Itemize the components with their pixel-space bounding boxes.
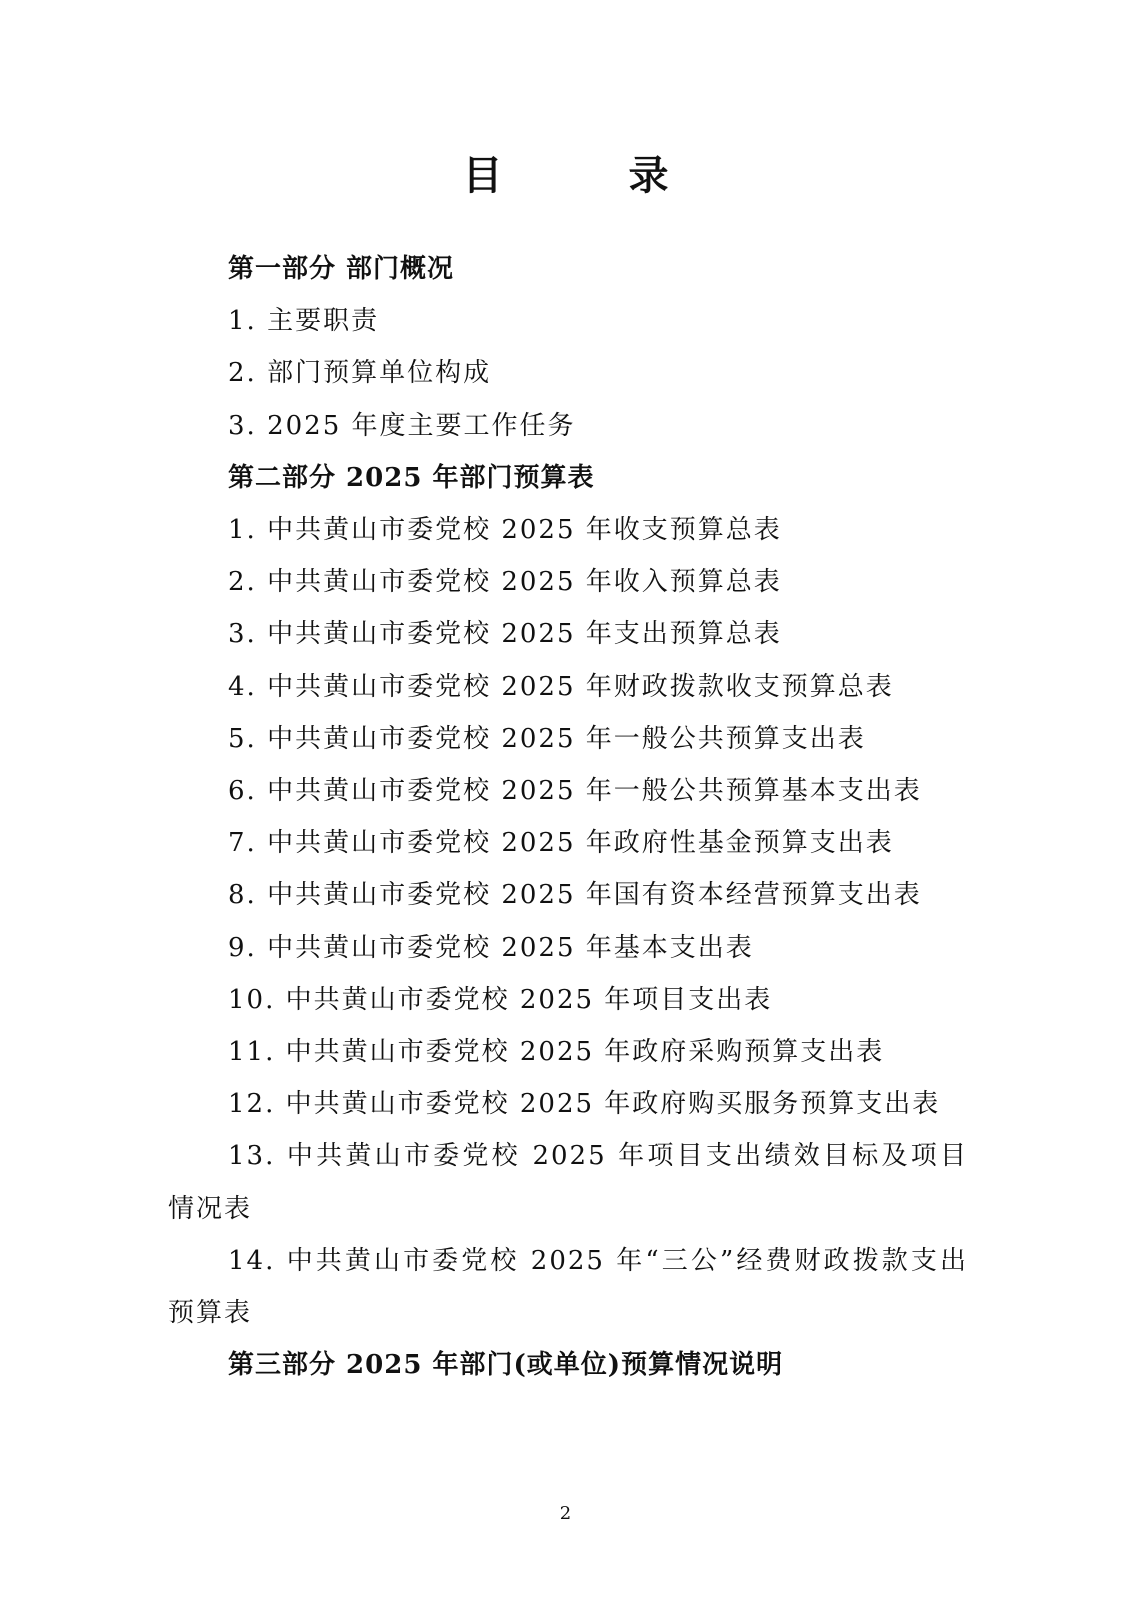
toc-item: 13. 中共黄山市委党校 2025 年项目支出绩效目标及项目情况表 (168, 1141, 968, 1224)
table-of-contents (168, 243, 968, 1391)
toc-item: 10. 中共黄山市委党校 2025 年项目支出表 (228, 984, 773, 1015)
toc-item: 4. 中共黄山市委党校 2025 年财政拨款收支预算总表 (228, 671, 894, 702)
page-number: 2 (559, 1503, 572, 1524)
toc-item: 6. 中共黄山市委党校 2025 年一般公共预算基本支出表 (228, 776, 922, 807)
toc-item: 12. 中共黄山市委党校 2025 年政府购买服务预算支出表 (228, 1089, 941, 1120)
page-title: 目 录 (462, 152, 725, 199)
toc-item: 11. 中共黄山市委党校 2025 年政府采购预算支出表 (228, 1037, 885, 1068)
toc-part-heading: 第三部分 2025 年部门(或单位)预算情况说明 (228, 1350, 784, 1381)
toc-item: 3. 2025 年度主要工作任务 (228, 410, 576, 441)
toc-part-heading: 第二部分 2025 年部门预算表 (228, 462, 595, 493)
toc-item: 5. 中共黄山市委党校 2025 年一般公共预算支出表 (228, 723, 866, 754)
toc-item: 2. 部门预算单位构成 (228, 358, 492, 389)
toc-item: 14. 中共黄山市委党校 2025 年“三公”经费财政拨款支出预算表 (168, 1245, 968, 1329)
toc-item: 9. 中共黄山市委党校 2025 年基本支出表 (228, 932, 754, 963)
toc-item: 3. 中共黄山市委党校 2025 年支出预算总表 (228, 619, 782, 650)
toc-item: 8. 中共黄山市委党校 2025 年国有资本经营预算支出表 (228, 880, 922, 911)
toc-item: 1. 中共黄山市委党校 2025 年收支预算总表 (228, 515, 782, 546)
toc-item: 7. 中共黄山市委党校 2025 年政府性基金预算支出表 (228, 828, 894, 859)
toc-part-heading: 第一部分 部门概况 (228, 254, 455, 284)
toc-item: 2. 中共黄山市委党校 2025 年收入预算总表 (228, 567, 782, 598)
toc-item: 1. 主要职责 (228, 306, 380, 337)
